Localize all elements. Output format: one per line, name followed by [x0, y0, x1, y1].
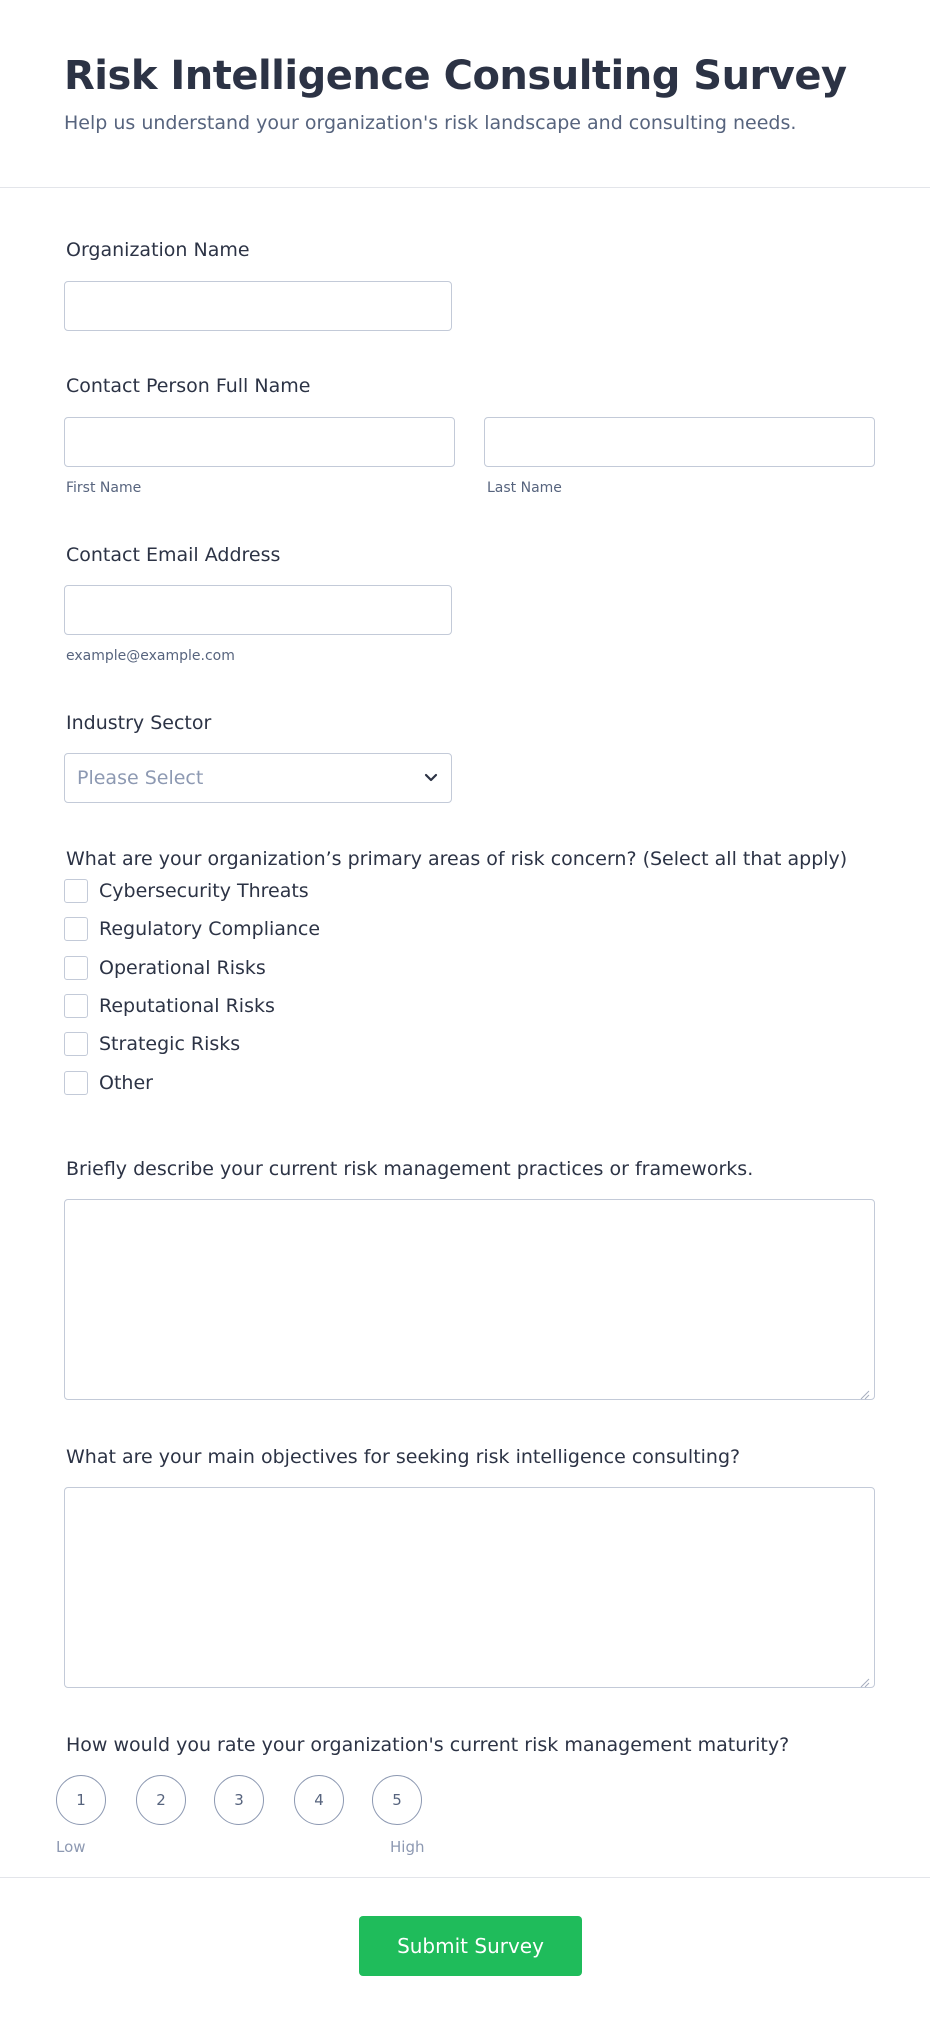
checkbox-option[interactable] — [64, 878, 309, 904]
checkbox-label: Other — [99, 1072, 153, 1094]
page-title: Risk Intelligence Consulting Survey — [64, 53, 847, 99]
checkbox[interactable] — [64, 1032, 88, 1056]
survey-form — [0, 188, 930, 1878]
submit-button[interactable]: Submit Survey — [359, 1916, 582, 1976]
industry-label: Industry Sector — [66, 712, 212, 734]
page-subtitle: Help us understand your organization's risk landscape and consulting needs. — [64, 112, 797, 134]
email-sublabel: example@example.com — [66, 648, 235, 664]
checkbox[interactable] — [64, 956, 88, 980]
scale-option-1[interactable]: 1 — [56, 1775, 106, 1825]
org-name-input[interactable] — [64, 281, 452, 331]
checkbox[interactable] — [64, 879, 88, 903]
practices-textarea[interactable] — [64, 1199, 875, 1400]
scale-high-caption: High — [390, 1838, 425, 1856]
resize-grip-icon[interactable] — [860, 1673, 870, 1683]
first-name-sublabel: First Name — [66, 480, 142, 496]
maturity-label: How would you rate your organization's current risk management maturity? — [66, 1734, 790, 1756]
email-label: Contact Email Address — [66, 544, 281, 566]
checkbox-option[interactable] — [64, 916, 320, 942]
first-name-input[interactable] — [64, 417, 455, 467]
checkbox-label: Regulatory Compliance — [99, 918, 321, 940]
last-name-input[interactable] — [484, 417, 875, 467]
scale-low-caption: Low — [56, 1838, 86, 1856]
checkbox[interactable] — [64, 917, 88, 941]
scale-option-2[interactable]: 2 — [136, 1775, 186, 1825]
email-field[interactable] — [64, 585, 452, 635]
checkbox[interactable] — [64, 994, 88, 1018]
last-name-sublabel: Last Name — [487, 480, 562, 496]
checkbox[interactable] — [64, 1071, 88, 1095]
checkbox-option[interactable] — [64, 1070, 153, 1096]
scale-option-4[interactable]: 4 — [294, 1775, 344, 1825]
contact-name-label: Contact Person Full Name — [66, 375, 311, 397]
objectives-textarea[interactable] — [64, 1487, 875, 1688]
org-name-label: Organization Name — [66, 239, 250, 261]
checkbox-option[interactable] — [64, 955, 266, 981]
resize-grip-icon[interactable] — [860, 1385, 870, 1395]
industry-select[interactable] — [64, 753, 452, 803]
checkbox-label: Cybersecurity Threats — [99, 880, 309, 902]
checkbox-label: Operational Risks — [99, 957, 266, 979]
industry-select-placeholder: Please Select — [77, 767, 204, 789]
checkbox-option[interactable] — [64, 1031, 240, 1057]
scale-option-3[interactable]: 3 — [214, 1775, 264, 1825]
chevron-down-icon — [423, 770, 439, 786]
risk-areas-label: What are your organization’s primary areas of risk concern? (Select all that apply) — [66, 848, 848, 870]
form-footer — [0, 1877, 930, 2024]
checkbox-option[interactable] — [64, 993, 275, 1019]
checkbox-label: Strategic Risks — [99, 1033, 241, 1055]
form-header — [0, 0, 930, 188]
scale-option-5[interactable]: 5 — [372, 1775, 422, 1825]
practices-label: Briefly describe your current risk management practices or frameworks. — [66, 1158, 754, 1180]
checkbox-label: Reputational Risks — [99, 995, 275, 1017]
objectives-label: What are your main objectives for seeking risk intelligence consulting? — [66, 1446, 741, 1468]
